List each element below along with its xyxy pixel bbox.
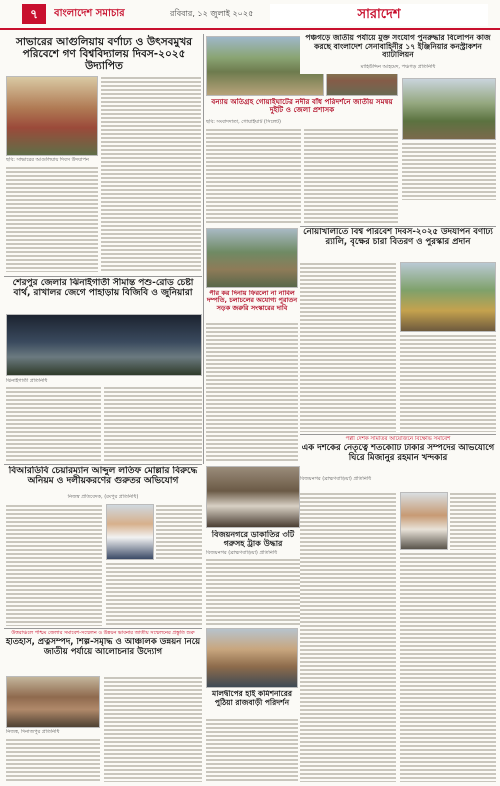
photo-recovered-cattle — [206, 466, 300, 528]
article-body — [300, 262, 396, 432]
photo-mizanur-portrait — [400, 492, 448, 550]
byline: নিজস্ব প্রতিবেদক, (রংপুর প্রতিনিধি) — [67, 494, 139, 500]
article-body — [402, 142, 496, 200]
photo-savar-event — [6, 76, 98, 156]
article-brdb — [4, 466, 202, 502]
kicker: পল্লী দেশক সমিতির আয়োজনে বিক্ষোভ সমাবেশ — [345, 436, 451, 442]
article-body — [400, 334, 496, 432]
headline: সাভারের আগুলিয়ায় বর্ণাঢ্য ও উৎসবমুখর পরিবেশে গণ বিশ্ববিদ্যালয় দিবস-২০২৫ উদ্যাপিত — [15, 36, 193, 73]
article-body — [300, 492, 396, 782]
page-number: ৭ — [22, 4, 46, 24]
headline: বন্যায় অতিগ্রহ গোয়াইঘাটের নদীর বাঁধ পরিদর্শনে জাতীয় সমন্বয় দুইটি ও জেলা প্রশাসক — [211, 98, 393, 115]
headline: পঞ্চগড়ে জাতীয় পর্যায়ে মুক্ত সংযোগ পুনরুদ্ধার বিলোপন কাজ করছে বাংলাদেশ সেনাবাহিনীর ১৭ ইঞ্জিনিয়ার কনস্ট্রাকশন ব্যাটালিয়ন — [305, 34, 491, 60]
photo-army-construction — [402, 78, 496, 140]
article-road-repair — [206, 290, 298, 320]
article-body — [206, 558, 300, 626]
section-rule — [4, 276, 202, 277]
byline: ছবি: সংবাদদাতা, গোয়াইঘাট (সিলেট) — [206, 119, 281, 125]
article-body — [304, 128, 398, 224]
photo-caption: ছবি: সাভারের আগুলিয়ায় দিবস উদযাপন — [6, 157, 89, 163]
headline: এক দশকের নেতৃত্বে শতকোটি টাকার সম্পদের অভিযোগে ঘিরে মিজানুর রহমান খন্দকার — [301, 444, 495, 463]
kicker: উত্তরাঞ্চলে পশ্চিম জেলার সমাবেশ-সম্মেলন ও উন্নয়ন ভাবনার জাতীয় সম্মেলনের প্রস্তুতি শুরু — [11, 630, 195, 636]
photo-chairman-portrait — [106, 504, 154, 560]
headline: বিআরডিবি চেয়ারম্যান আব্দুল লতিফ মোল্লার বিরুদ্ধে অনিয়ম ও দলীয়করণের গুরুতর অভিযোগ — [8, 466, 198, 487]
headline: শেরপুর জেলার ঝিনাইগাতী সীমান্ত পশু-রোড চেষ্টা বার্থ, রাখালর জেগে পাহাড়ায় বিজিবি ও জুনিয়ারা — [12, 278, 194, 299]
article-body — [450, 492, 496, 550]
article-sherpur — [4, 278, 202, 312]
photo-environment-rally — [400, 262, 496, 332]
section-rule — [4, 464, 202, 465]
article-body — [6, 504, 102, 626]
byline: বিজয়নগর (ব্রাহ্মণবাড়িয়া) প্রতিনিধি — [300, 476, 372, 482]
section-rule — [300, 226, 496, 227]
photo-flooded-road — [206, 228, 298, 288]
article-body — [156, 504, 202, 560]
article-body — [101, 76, 201, 272]
article-body — [104, 386, 202, 462]
article-body — [6, 738, 100, 782]
headline: বিজয়নগরে ডাকাতির ৩টি গরুসহ ট্রাক উদ্ধার — [211, 530, 295, 549]
newspaper-logo: বাংলাদেশ সমাচার — [54, 8, 125, 19]
photo-border-night — [6, 314, 202, 376]
headline: নোয়াখালীতে বিশ্ব পরিবেশ দিবস-২০২৫ উদযাপন বর্ণাঢ্য র‍্যালি, বৃক্ষের চারা বিতরণ ও পুরস্কার প্রদান — [303, 228, 493, 247]
byline: বিজয়নগর (ব্রাহ্মণবাড়িয়া) প্রতিনিধি — [206, 550, 278, 556]
article-dinajpur — [4, 630, 202, 674]
article-maldives — [206, 690, 298, 716]
article-body — [206, 322, 298, 462]
article-cattle-truck — [206, 530, 300, 556]
issue-date: রবিবার, ১২ জুলাই ২০২৫ — [170, 9, 254, 18]
column-rule — [203, 34, 204, 464]
article-body — [6, 166, 98, 272]
headline: ইতিহাস, প্রত্নসম্পদ, শিল্প-সমৃদ্ধি ও আঞ্চলিক উন্নয়ন নিয়ে জাতীয় পর্যায়ে আলোচনার উদ্যোগ — [5, 638, 201, 657]
headline: পীর কর দিনায় ফিরলো না নাবিল দম্পতি, চলাচলের অযোগ্য পুরাতন সড়ক জরুরি সংস্কারের দাবি — [206, 290, 298, 312]
article-body — [6, 386, 101, 462]
article-body — [400, 552, 496, 782]
article-noakhali — [300, 228, 496, 260]
article-panchagarh — [300, 34, 496, 74]
article-embankment — [206, 98, 398, 128]
article-body — [206, 128, 301, 224]
byline: নিজস্ব, দিনাজপুর প্রতিনিধি — [6, 729, 60, 735]
photo-dinajpur-meeting — [6, 676, 100, 728]
headline: মালদ্বীপের হাই কমিশনারের পুঠিয়া রাজবাড়ী পরিদর্শন — [212, 690, 292, 707]
section-rule — [300, 434, 496, 435]
section-rule — [4, 628, 202, 629]
photo-maldives-envoy — [206, 628, 298, 688]
byline: মাহিউদ্দিন আহমেদ, পঞ্চগড় প্রতিনিধি — [360, 64, 436, 70]
article-body — [206, 718, 298, 782]
photo-caption: ঝিনাইগাতী প্রতিনিধি — [6, 378, 48, 384]
article-body — [106, 562, 202, 626]
article-body — [104, 676, 202, 782]
page-header — [0, 0, 500, 30]
section-title: সারাদেশ — [270, 4, 488, 26]
article-mizanur — [300, 436, 496, 490]
